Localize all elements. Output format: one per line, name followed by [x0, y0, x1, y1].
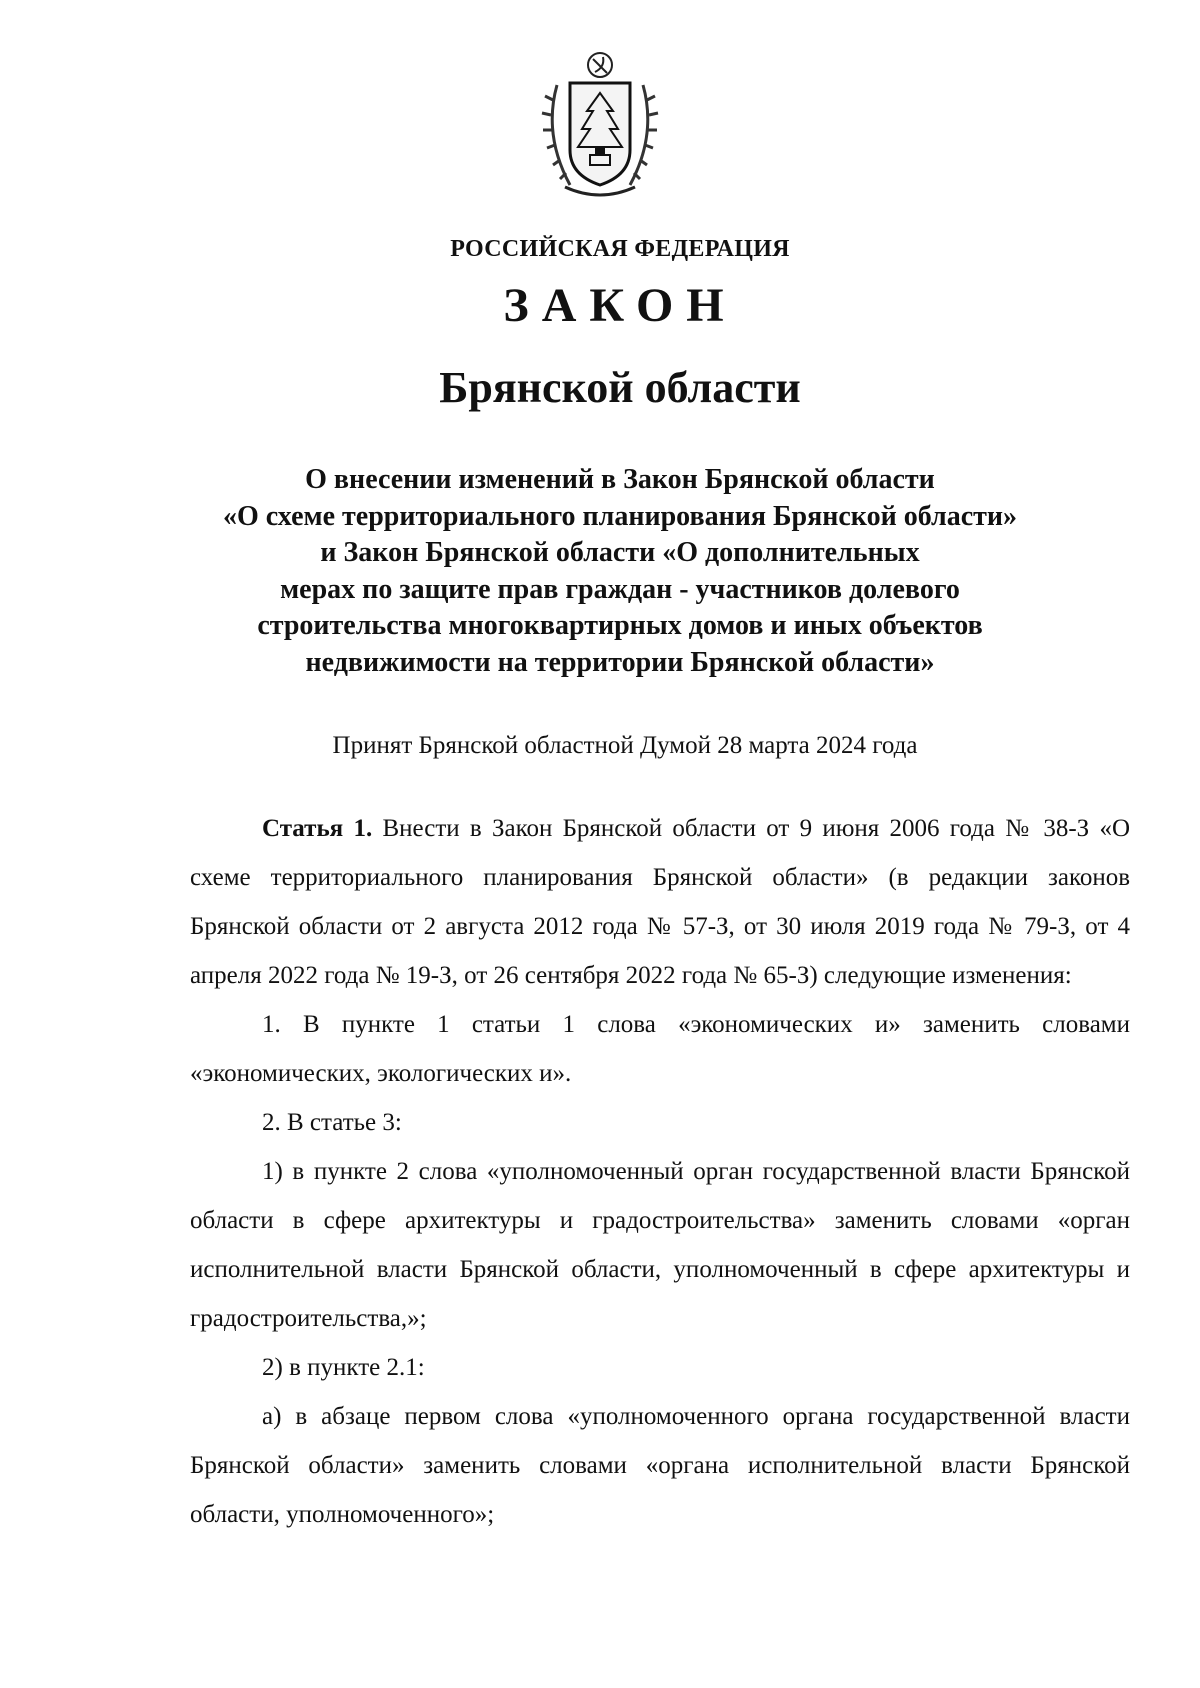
body-paragraph: 2. В статье 3:	[262, 1109, 402, 1136]
law-title	[170, 462, 1070, 682]
country-name: РОССИЙСКАЯ ФЕДЕРАЦИЯ	[450, 236, 790, 262]
article-text: Внести в Закон Брянской области от 9 июня 2006 года № 38-З «О схеме территориального планирования Брянской области» (в редакции законов Брянской области от 2 августа 2012 года № 57-З, от 30 июля 2019 года № 79-З, от 4 апреля 2022 года № 19-З, от 26 сентября 2022 года № 65-З) следующие изменения:	[190, 815, 1131, 989]
body-paragraph: а) в абзаце первом слова «уполномоченного органа государственной власти Брянской области» заменить словами «органа исполнительной власти Брянской области, уполномоченного»;	[190, 1403, 1130, 1528]
body-paragraph: 2) в пункте 2.1:	[262, 1354, 425, 1381]
title-line: недвижимости на территории Брянской области»	[305, 646, 935, 678]
title-line: «О схеме территориального планирования Брянской области»	[222, 500, 1018, 532]
document-type: ЗАКОН	[503, 279, 737, 332]
adoption-date: Принят Брянской областной Думой 28 марта 2024 года	[332, 732, 918, 759]
title-line: строительства многоквартирных домов и иных объектов	[257, 610, 983, 642]
region-name: Брянской области	[439, 363, 801, 412]
law-body	[190, 804, 1130, 1539]
title-line: О внесении изменений в Закон Брянской области	[305, 464, 935, 495]
title-line: и Закон Брянской области «О дополнительных	[320, 537, 920, 569]
coat-of-arms-emblem	[535, 45, 665, 205]
body-paragraph: 1. В пункте 1 статьи 1 слова «экономических и» заменить словами «экономических, экологических и».	[190, 1011, 1130, 1087]
body-paragraph: 1) в пункте 2 слова «уполномоченный орган государственной власти Брянской области в сфере архитектуры и градостроительства» заменить словами «орган исполнительной власти Брянской области, уполномоченный в сфере архитектуры и градостроительства,»;	[190, 1158, 1130, 1332]
article-label: Статья 1.	[262, 815, 373, 842]
article-1-paragraph	[190, 804, 1130, 1000]
title-line: мерах по защите прав граждан - участников долевого	[280, 573, 960, 605]
